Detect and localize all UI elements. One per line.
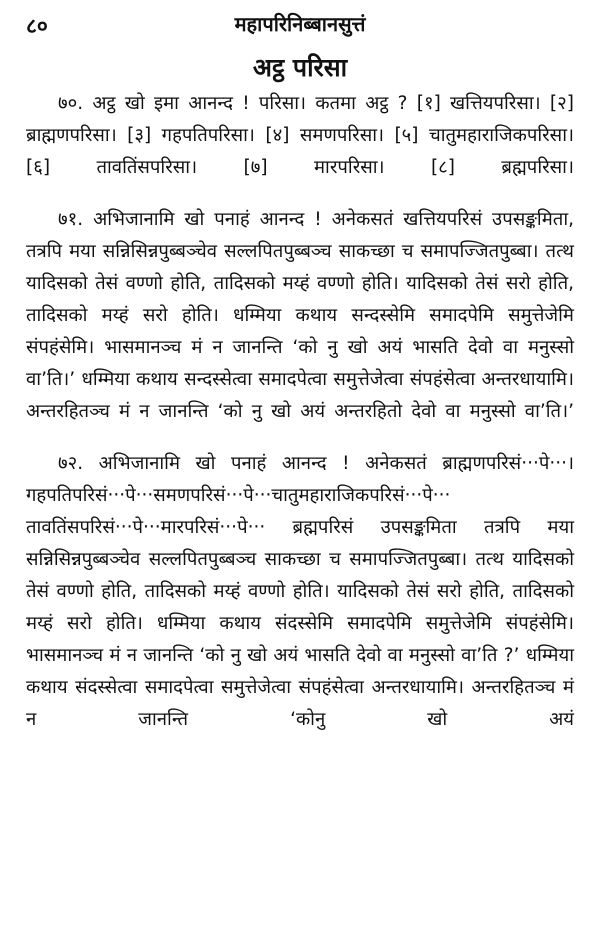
paragraph-71 <box>26 204 574 428</box>
page-header <box>26 10 574 42</box>
page-number: ८० <box>26 14 48 38</box>
section-title: अट्ठ परिसा <box>252 53 348 82</box>
paragraph-number: ७०. <box>58 93 84 114</box>
paragraph-text: अट्ठ खो इमा आनन्द ! परिसा। कतमा अट्ठ ? [१] खत्तियपरिसा। [२] ब्राह्मणपरिसा। [३] गहपतिपरिसा। [४] समणपरिसा। [५] चातुमहाराजिकपरिसा। [६] तावतिंसपरिसा। [७] मारपरिसा। [८] ब्रह्मपरिसा। <box>26 93 574 178</box>
running-head: महापरिनिब्बानसुत्तं <box>234 12 366 36</box>
paragraph-number: ७२. <box>58 453 84 474</box>
paragraph-72 <box>26 448 574 736</box>
paragraph-70 <box>26 88 574 184</box>
paragraph-text: अभिजानामि खो पनाहं आनन्द ! अनेकसतं ब्राह्मणपरिसं···पे···। गहपतिपरिसं···पे···समणपरिसं···पे···चातुमहाराजिकपरिसं···पे··· तावतिंसपरिसं···पे···मारपरिसं···पे··· ब्रह्मपरिसं उपसङ्कमिता तत्रपि मया सन्निसिन्नपुब्बञ्चेव सल्लपितपुब्बञ्च साकच्छा च समापज्जितपुब्बा। तत्थ यादिसको तेसं वण्णो होति, तादिसको मय्हं वण्णो होति। यादिसको तेसं सरो होति, तादिसको मय्हं सरो होति। धम्मिया कथाय संदस्सेमि समादपेमि समुत्तेजेमि संपहंसेमि। भासमानञ्च मं न जानन्ति ‘को नु खो अयं भासति देवो वा मनुस्सो वा’ति ?’ धम्मिया कथाय संदस्सेत्वा समादपेत्वा समुत्तेजेत्वा संपहंसेत्वा अन्तरधायामि। अन्तरहितञ्च मं न जानन्ति ‘कोनु खो अयं <box>26 453 574 730</box>
paragraph-text: अभिजानामि खो पनाहं आनन्द ! अनेकसतं खत्तियपरिसं उपसङ्कमिता, तत्रपि मया सन्निसिन्नपुब्बञ्चेव सल्लपितपुब्बञ्च साकच्छा च समापज्जितपुब्बा। तत्थ यादिसको तेसं वण्णो होति, तादिसको मय्हं वण्णो होति। यादिसको तेसं सरो होति, तादिसको मय्हं सरो होति। धम्मिया कथाय सन्दस्सेमि समादपेमि समुत्तेजेमि संपहंसेमि। भासमानञ्च मं न जानन्ति ‘को नु खो अयं भासति देवो वा मनुस्सो वा’ति।’ धम्मिया कथाय सन्दस्सेत्वा समादपेत्वा समुत्तेजेत्वा संपहंसेत्वा अन्तरधायामि। अन्तरहितञ्च मं न जानन्ति ‘को नु खो अयं अन्तरहितो देवो वा मनुस्सो वा’ति।’ <box>26 209 574 422</box>
paragraph-number: ७१. <box>58 209 84 230</box>
